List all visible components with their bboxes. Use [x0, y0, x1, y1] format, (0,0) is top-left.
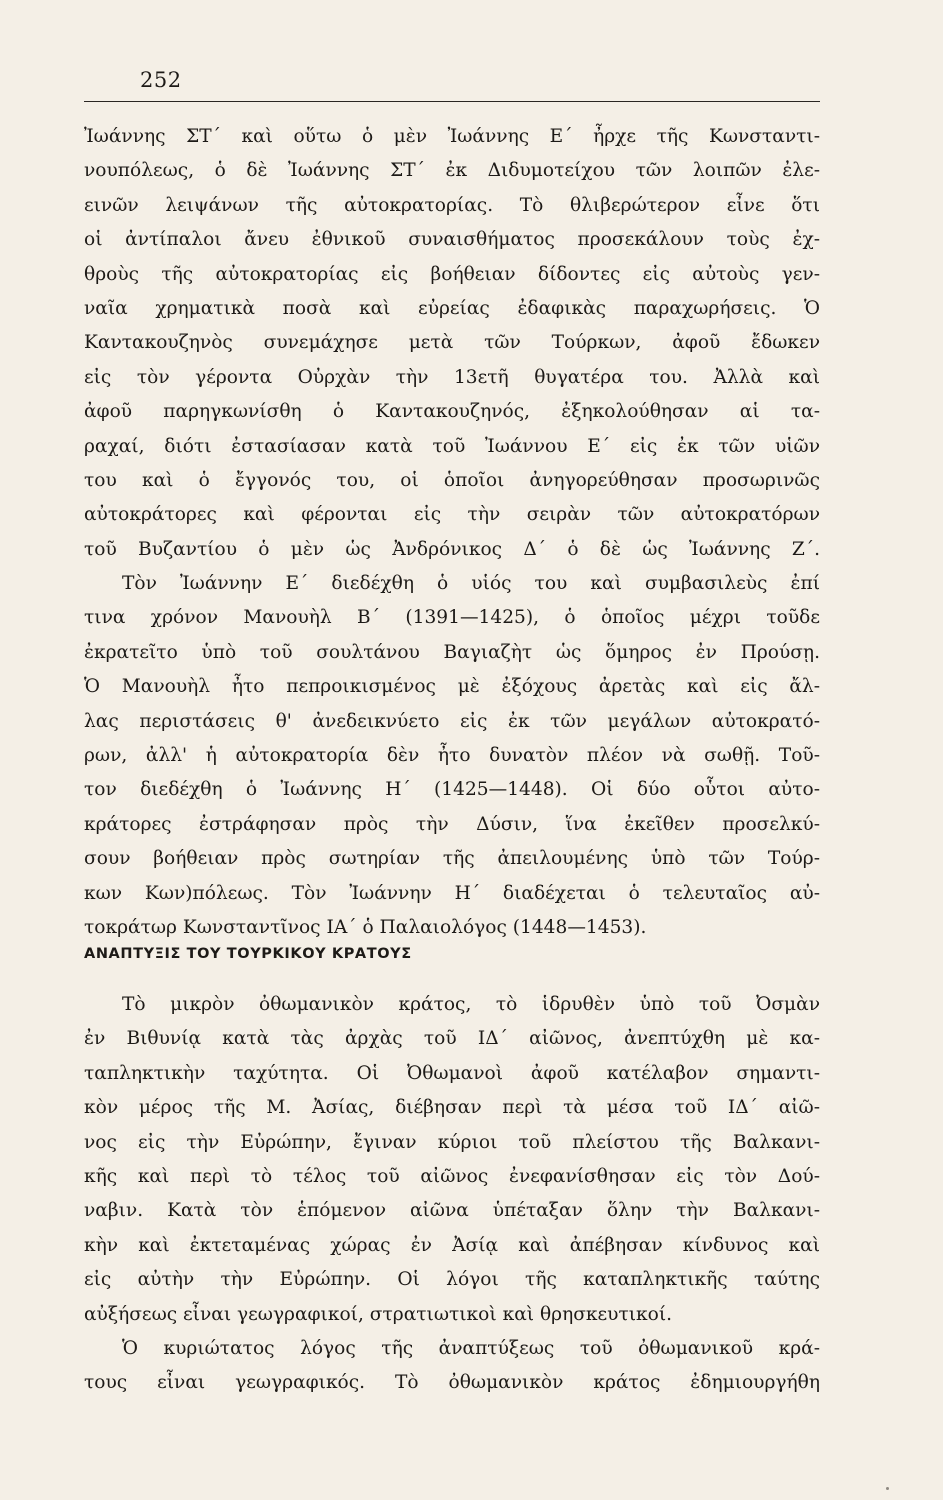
- page-number: 252: [140, 68, 182, 92]
- section-heading: ΑΝΑΠΤΥΞΙΣ ΤΟΥ ΤΟΥΡΚΙΚΟΥ ΚΡΑΤΟΥΣ: [84, 946, 412, 962]
- text-line: τοῦ Βυζαντίου ὁ μὲν ὡς Ἀνδρόνικος Δ΄ ὁ δὲ ὡς Ἰωάννης Ζ΄.: [84, 538, 820, 560]
- text-line: κων Κων)πόλεως. Τὸν Ἰωάννην Η΄ διαδέχεται ὁ τελευταῖος αὐ-: [84, 882, 820, 904]
- header-rule: [84, 101, 820, 102]
- text-line: λας περιστάσεις θ' ἀνεδεικνύετο εἰς ἐκ τῶν μεγάλων αὐτοκρατό-: [84, 710, 820, 732]
- text-line: αὐξήσεως εἶναι γεωγραφικοί, στρατιωτικοὶ καὶ θρησκευτικοί.: [84, 1303, 673, 1325]
- paragraph-2: [84, 988, 820, 1401]
- text-line: κὴν καὶ ἐκτεταμένας χώρας ἐν Ἀσίᾳ καὶ ἀπέβησαν κίνδυνος καὶ: [84, 1234, 820, 1256]
- text-line: Ὁ κυριώτατος λόγος τῆς ἀναπτύξεως τοῦ ὀθωμανικοῦ κρά-: [122, 1337, 820, 1359]
- text-line: ἐν Βιθυνίᾳ κατὰ τὰς ἀρχὰς τοῦ ΙΔ΄ αἰῶνος, ἀνεπτύχθη μὲ κα-: [84, 1028, 820, 1050]
- text-line: νος εἰς τὴν Εὐρώπην, ἔγιναν κύριοι τοῦ πλείστου τῆς Βαλκανι-: [84, 1131, 820, 1153]
- text-line: εινῶν λειψάνων τῆς αὐτοκρατορίας. Τὸ θλιβερώτερον εἶνε ὅτι: [84, 194, 820, 216]
- text-line: αὐτοκράτορες καὶ φέρονται εἰς τὴν σειρὰν τῶν αὐτοκρατόρων: [84, 504, 820, 526]
- text-line: κράτορες ἐστράφησαν πρὸς τὴν Δύσιν, ἵνα ἐκεῖθεν προσελκύ-: [84, 813, 820, 835]
- text-line: ταπληκτικὴν ταχύτητα. Οἱ Ὀθωμανοὶ ἀφοῦ κατέλαβον σημαντι-: [84, 1062, 820, 1084]
- text-line: ναῖα χρηματικὰ ποσὰ καὶ εὐρείας ἐδαφικὰς παραχωρήσεις. Ὁ: [84, 297, 820, 319]
- text-line: Ἰωάννης ΣΤ΄ καὶ οὕτω ὁ μὲν Ἰωάννης Ε΄ ἦρχε τῆς Κωνσταντι-: [84, 126, 820, 147]
- text-line: κὸν μέρος τῆς Μ. Ἀσίας, διέβησαν περὶ τὰ μέσα τοῦ ΙΔ΄ αἰῶ-: [84, 1097, 820, 1119]
- paragraph-1: [84, 120, 820, 945]
- text-line: τοκράτωρ Κωνσταντῖνος ΙΑ΄ ὁ Παλαιολόγος (1448—1453).: [84, 916, 647, 938]
- text-line: οἱ ἀντίπαλοι ἄνευ ἐθνικοῦ συναισθήματος προσεκάλουν τοὺς ἐχ-: [84, 229, 820, 251]
- text-line: εἰς αὐτὴν τὴν Εὐρώπην. Οἱ λόγοι τῆς καταπληκτικῆς ταύτης: [84, 1269, 820, 1291]
- text-line: τον διεδέχθη ὁ Ἰωάννης Η΄ (1425—1448). Οἱ δύο οὗτοι αὐτο-: [84, 779, 820, 801]
- paper-speck: [886, 1487, 889, 1490]
- text-line: τινα χρόνον Μανουὴλ Β΄ (1391—1425), ὁ ὁποῖος μέχρι τοῦδε: [84, 607, 820, 629]
- text-line: ραχαί, διότι ἐστασίασαν κατὰ τοῦ Ἰωάννου Ε΄ εἰς ἐκ τῶν υἱῶν: [84, 435, 820, 457]
- text-line: ἀφοῦ παρηγκωνίσθη ὁ Καντακουζηνός, ἐξηκολούθησαν αἱ τα-: [84, 401, 820, 423]
- text-line: νουπόλεως, ὁ δὲ Ἰωάννης ΣΤ΄ ἐκ Διδυμοτείχου τῶν λοιπῶν ἐλε-: [84, 160, 820, 182]
- text-line: ἐκρατεῖτο ὑπὸ τοῦ σουλτάνου Βαγιαζὴτ ὡς ὅμηρος ἐν Προύσῃ.: [84, 641, 820, 663]
- text-line: Καντακουζηνὸς συνεμάχησε μετὰ τῶν Τούρκων, ἀφοῦ ἔδωκεν: [84, 332, 820, 354]
- text-line: Ὁ Μανουὴλ ἦτο πεπροικισμένος μὲ ἐξόχους ἀρετὰς καὶ εἰς ἄλ-: [84, 676, 820, 698]
- text-line: τους εἶναι γεωγραφικός. Τὸ ὀθωμανικὸν κράτος ἐδημιουργήθη: [84, 1372, 820, 1394]
- text-line: του καὶ ὁ ἔγγονός του, οἱ ὁποῖοι ἀνηγορεύθησαν προσωρινῶς: [84, 469, 820, 491]
- text-line: σουν βοήθειαν πρὸς σωτηρίαν τῆς ἀπειλουμένης ὑπὸ τῶν Τούρ-: [84, 848, 820, 870]
- text-line: εἰς τὸν γέροντα Οὐρχὰν τὴν 13ετῆ θυγατέρα του. Ἀλλὰ καὶ: [84, 366, 820, 388]
- text-line: θροὺς τῆς αὐτοκρατορίας εἰς βοήθειαν δίδοντες εἰς αὐτοὺς γεν-: [84, 263, 820, 285]
- text-line: Τὸ μικρὸν ὀθωμανικὸν κράτος, τὸ ἱδρυθὲν ὑπὸ τοῦ Ὀσμὰν: [122, 994, 820, 1015]
- text-line: κῆς καὶ περὶ τὸ τέλος τοῦ αἰῶνος ἐνεφανίσθησαν εἰς τὸν Δού-: [84, 1165, 820, 1187]
- text-line: Τὸν Ἰωάννην Ε΄ διεδέχθη ὁ υἱός του καὶ συμβασιλεὺς ἐπί: [122, 573, 820, 595]
- text-line: ναβιν. Κατὰ τὸν ἑπόμενον αἰῶνα ὑπέταξαν ὅλην τὴν Βαλκανι-: [84, 1200, 820, 1222]
- text-line: ρων, ἀλλ' ἡ αὐτοκρατορία δὲν ἦτο δυνατὸν πλέον νὰ σωθῇ. Τοῦ-: [84, 745, 820, 767]
